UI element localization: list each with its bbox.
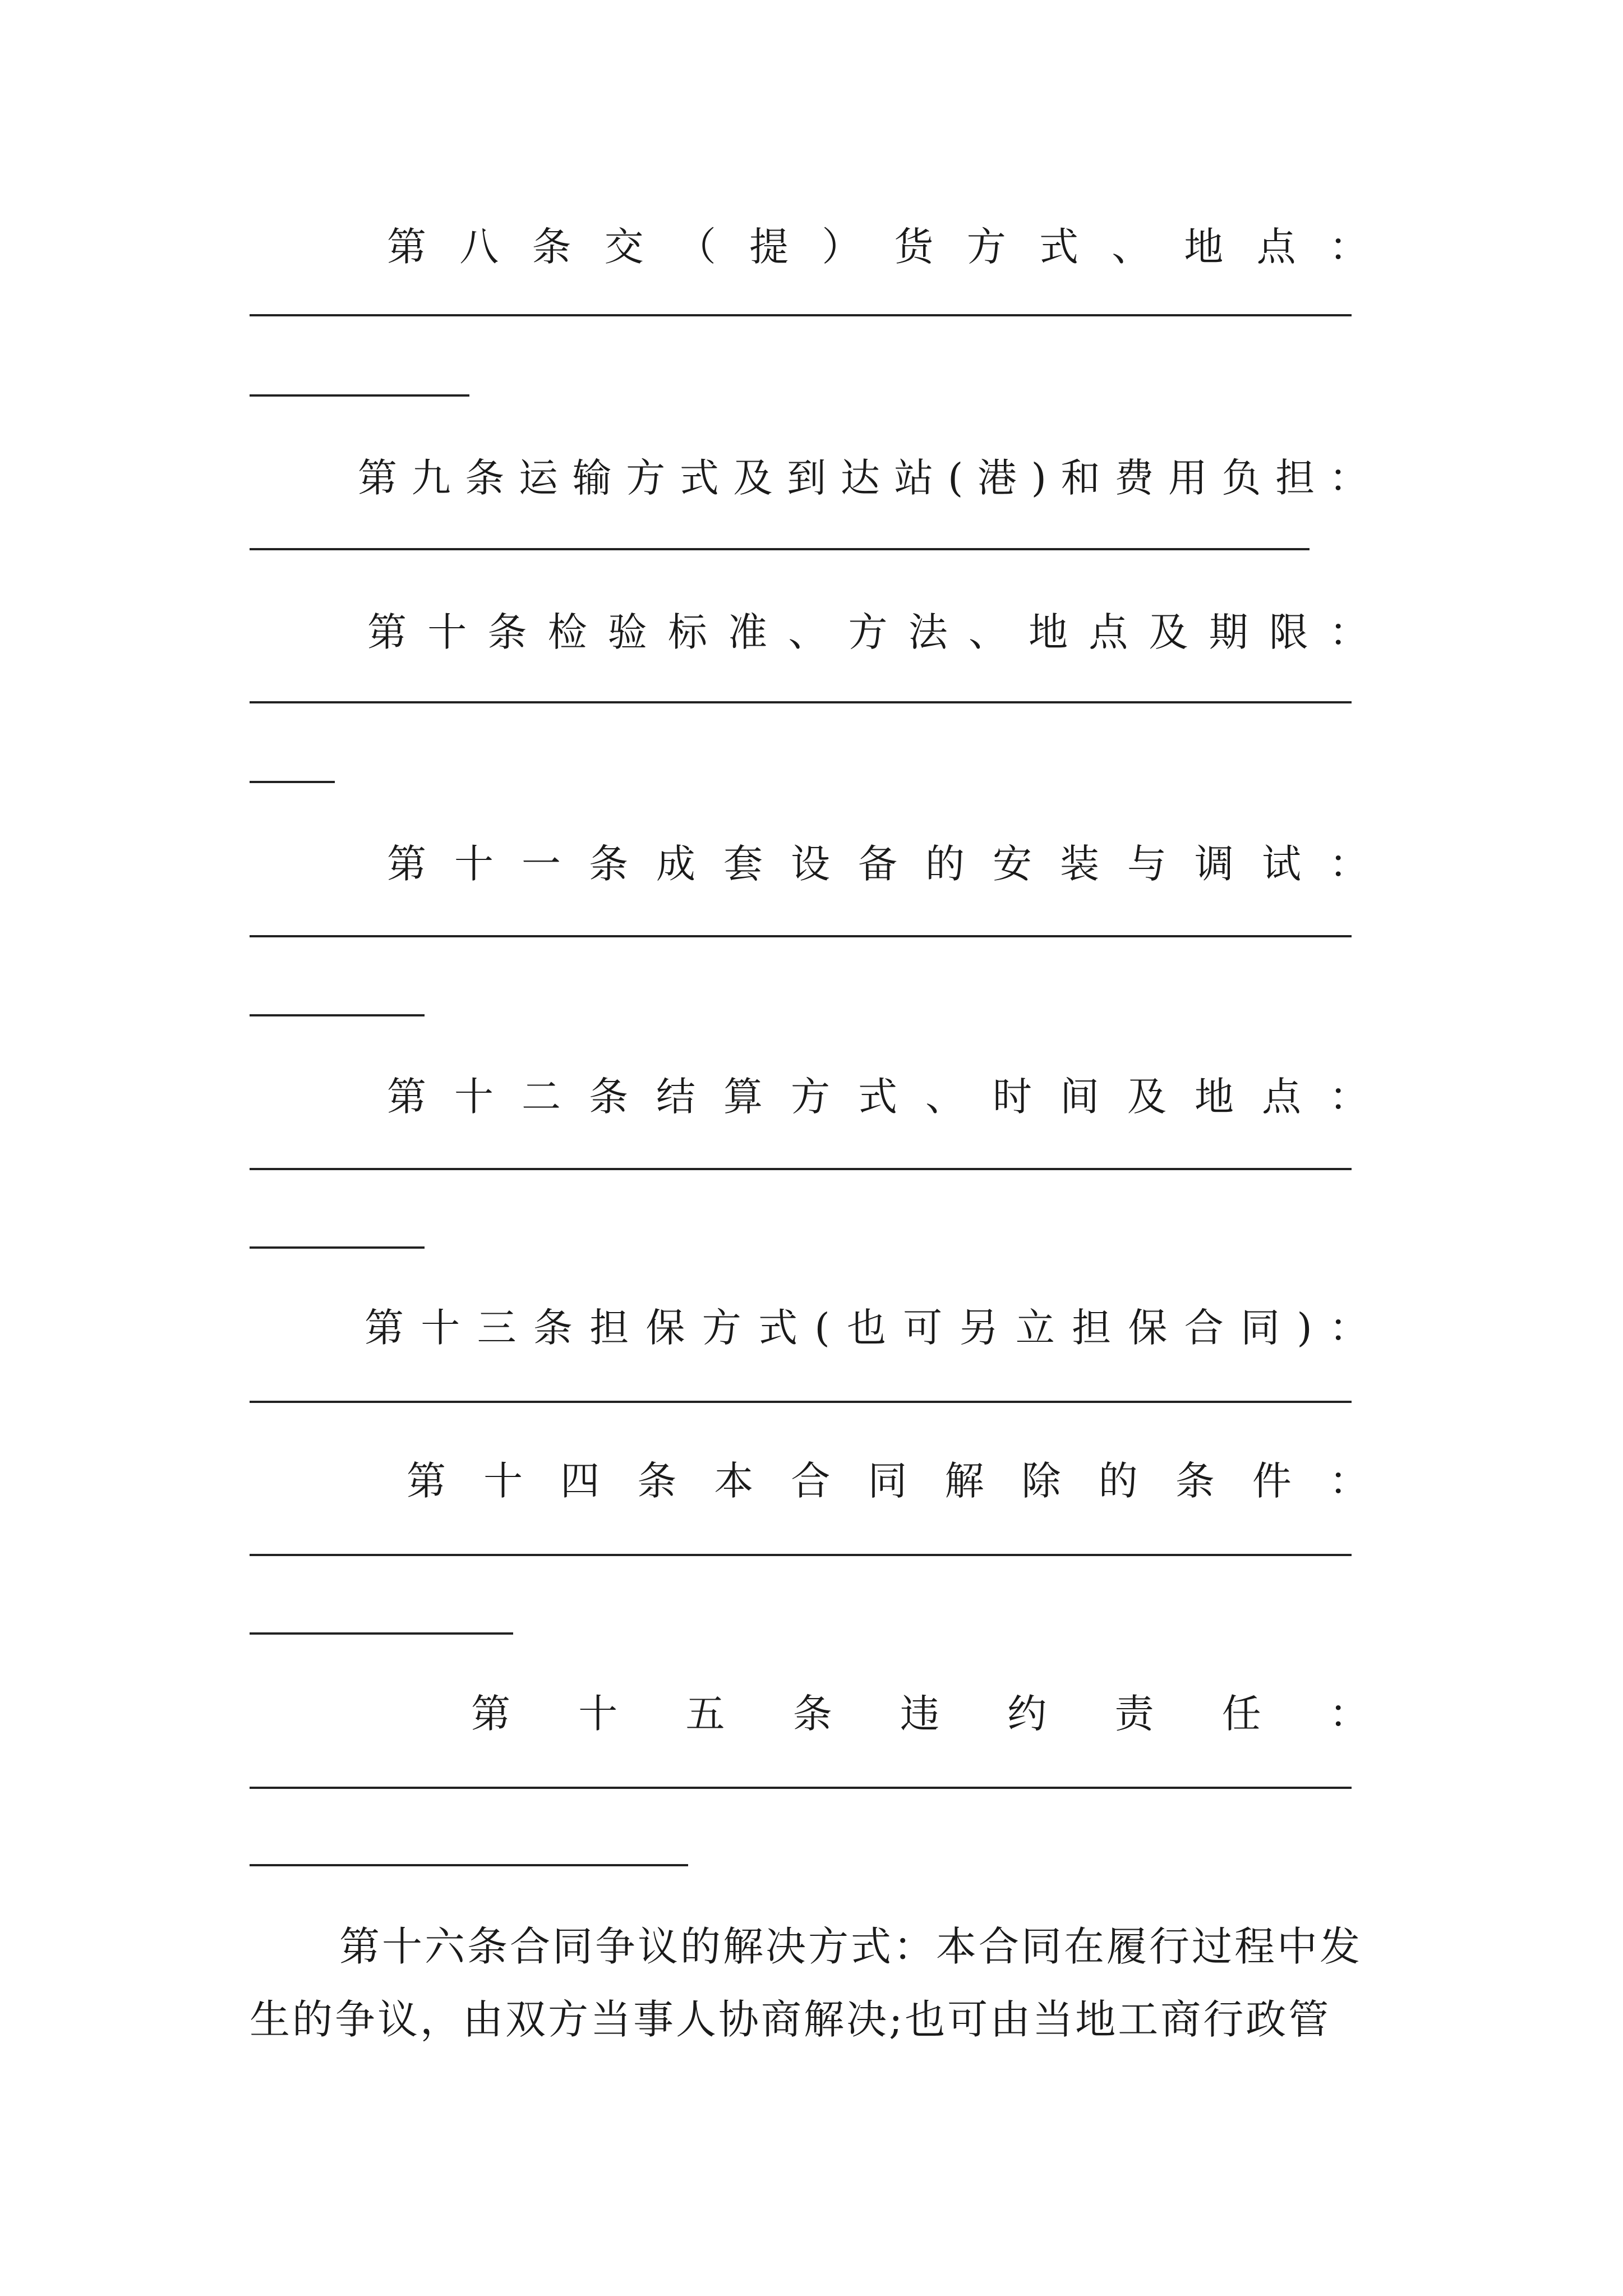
clause-title: 第 十 条 检 验 标 准 、 方 法 、 地 点 及 期 限 ： — [367, 609, 1368, 655]
clause-16-line-2: 生的争议，由双方当事人协商解决;也可由当地工商行政管 — [250, 1996, 1331, 2043]
fill-in-line — [250, 1401, 1352, 1403]
clause-title: 第 十 四 条 本 合 同 解 除 的 条 件 ： — [407, 1458, 1368, 1504]
clause-title: 第 十 三 条 担 保 方 式 ( 也 可 另 立 担 保 合 同 ) ： — [365, 1305, 1368, 1351]
fill-in-line — [250, 548, 1310, 550]
fill-in-line — [250, 1554, 1352, 1556]
fill-in-line — [250, 1246, 425, 1249]
fill-in-line — [250, 394, 469, 397]
fill-in-line — [250, 1787, 1352, 1789]
fill-in-line — [250, 314, 1352, 316]
clause-title: 第 八 条 交 （ 提 ） 货 方 式 、 地 点 ： — [387, 224, 1368, 270]
fill-in-line — [250, 1864, 688, 1866]
fill-in-line — [250, 701, 1352, 703]
clause-title: 第 十 二 条 结 算 方 式 、 时 间 及 地 点 ： — [387, 1074, 1368, 1120]
clause-16-line-1: 第十六条合同争议的解决方式：本合同在履行过程中发 — [339, 1923, 1363, 1970]
clause-title: 第 十 一 条 成 套 设 备 的 安 装 与 调 试 ： — [387, 841, 1368, 887]
fill-in-line — [250, 935, 1352, 937]
fill-in-line — [250, 1014, 425, 1016]
fill-in-line — [250, 1632, 513, 1635]
fill-in-line — [250, 781, 335, 783]
clause-title: 第 十 五 条 违 约 责 任 ： — [471, 1691, 1368, 1737]
clause-title: 第 九 条 运 输 方 式 及 到 达 站 ( 港 ) 和 费 用 负 担 ： — [358, 455, 1368, 501]
fill-in-line — [250, 1168, 1352, 1170]
